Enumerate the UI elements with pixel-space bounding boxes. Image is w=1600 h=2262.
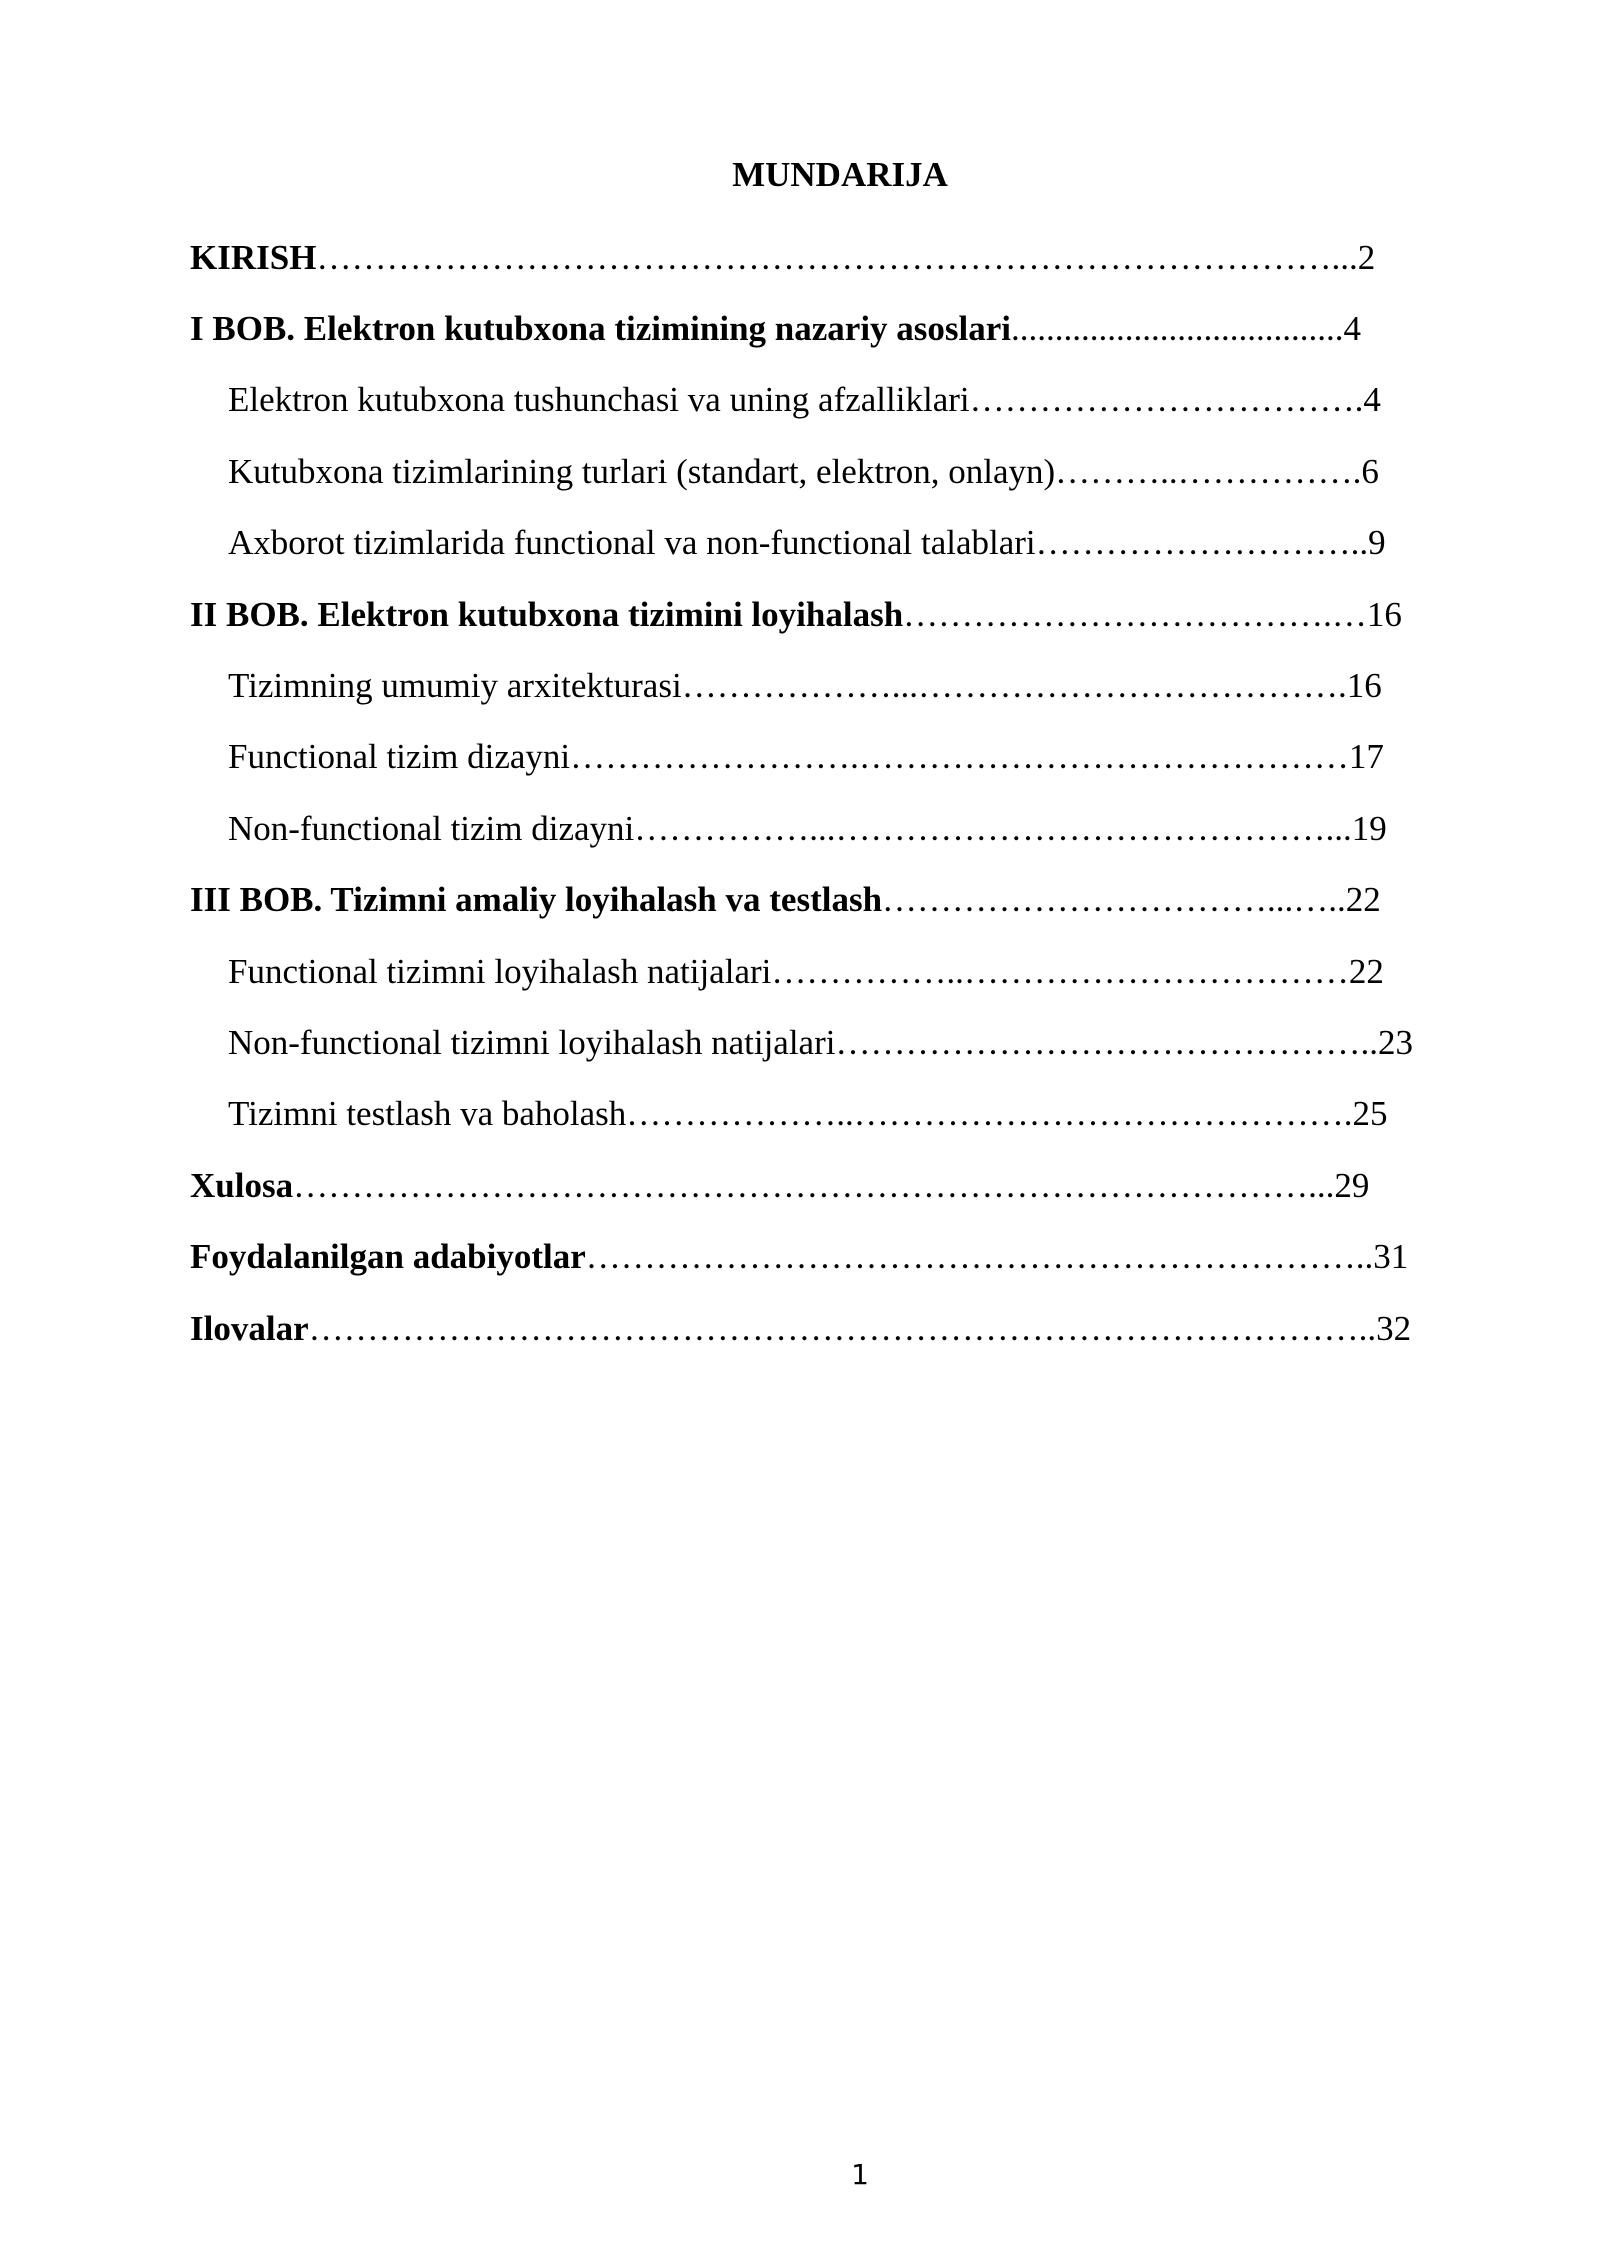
toc-entry[interactable] (190, 793, 1480, 864)
toc-entry[interactable] (190, 365, 1480, 436)
toc-entry-leader: ...................................... (1011, 309, 1344, 349)
toc-entry-leader: ……………………………….… (903, 594, 1367, 634)
toc-entry-page: 22 (1348, 951, 1384, 991)
toc-entry-label: Functional tizim dizayni (228, 737, 571, 777)
toc-entry-page: 4 (1363, 380, 1381, 420)
toc-entry-leader: ……………………….. (1035, 523, 1369, 563)
toc-entry[interactable] (190, 1079, 1480, 1150)
toc-entry[interactable] (190, 222, 1480, 293)
toc-title: MUNDARIJA (732, 155, 948, 194)
toc-entry[interactable] (190, 1007, 1480, 1078)
toc-entry-label: Ilovalar (190, 1308, 309, 1348)
toc-entry-page: 32 (1376, 1308, 1412, 1348)
toc-entry[interactable] (190, 293, 1480, 364)
toc-entry-page: 23 (1377, 1022, 1413, 1062)
toc-entry-label: Kutubxona tizimlarining turlari (standart, elektron, onlayn) (228, 451, 1056, 491)
toc-entry-page: 29 (1334, 1165, 1370, 1205)
toc-entry-leader: ………………………………………………………….. (585, 1237, 1374, 1277)
toc-entry-leader: ……………...……………………………………... (634, 808, 1352, 848)
toc-entry-page: 17 (1348, 737, 1384, 777)
toc-entry-label: III BOB. Tizimni amaliy loyihalash va testlash (190, 880, 883, 920)
toc-entry-leader: ……………………………. (969, 380, 1364, 420)
toc-entry-leader: ……………………………………………………………………………….. (308, 1308, 1377, 1348)
toc-entry-page: 25 (1352, 1094, 1388, 1134)
toc-entry[interactable] (190, 436, 1480, 507)
toc-entry-leader: ……………..…………………………… (771, 951, 1349, 991)
toc-entry[interactable] (190, 722, 1480, 793)
toc-entry[interactable] (190, 508, 1480, 579)
toc-entry-label: Non-functional tizimni loyihalash natijalari (228, 1022, 836, 1062)
toc-entry-leader: ……………………………………………………………………………... (316, 237, 1358, 277)
toc-entry-leader: ……………………………………….. (835, 1022, 1378, 1062)
toc-entry-label: Functional tizimni loyihalash natijalari (228, 951, 772, 991)
toc-entry-page: 2 (1357, 237, 1376, 277)
toc-entry-label: Foydalanilgan adabiyotlar (190, 1237, 586, 1277)
toc-entry[interactable] (190, 1150, 1480, 1221)
toc-entry[interactable] (190, 650, 1480, 721)
toc-entry[interactable] (190, 1221, 1480, 1292)
toc-entry[interactable] (190, 579, 1480, 650)
toc-entry-leader: ………………..……………………………………. (626, 1094, 1353, 1134)
toc-entry-label: Tizimni testlash va baholash (228, 1094, 627, 1134)
toc-entry-leader: ……………………………………………………………………………... (293, 1165, 1335, 1205)
page-number: 1 (851, 2158, 869, 2191)
toc-entry-label: Axborot tizimlarida functional va non-functional talablari (228, 523, 1036, 563)
toc-entry-page: 4 (1343, 309, 1362, 349)
toc-entry-label: I BOB. Elektron kutubxona tizimining nazariy asoslari (190, 309, 1012, 349)
toc-entry-page: 19 (1351, 808, 1387, 848)
toc-entry-leader: ……………………………...….. (882, 880, 1346, 920)
toc-entry-label: KIRISH (190, 237, 317, 277)
toc-entry-label: Xulosa (190, 1165, 294, 1205)
toc-entry[interactable] (190, 1293, 1480, 1364)
toc-entry[interactable] (190, 865, 1480, 936)
toc-entry-leader: …………………….…………………………………… (570, 737, 1349, 777)
toc-entry-page: 22 (1345, 880, 1381, 920)
toc-entry-label: II BOB. Elektron kutubxona tizimini loyihalash (190, 594, 904, 634)
toc-entry-leader: ………..……………. (1055, 451, 1362, 491)
toc-entry-leader: ………………...………………………………. (681, 666, 1347, 706)
toc-entry[interactable] (190, 936, 1480, 1007)
toc-entry-label: Tizimning umumiy arxitekturasi (228, 666, 682, 706)
toc-entry-page: 16 (1366, 594, 1402, 634)
toc-entry-page: 9 (1368, 523, 1386, 563)
toc-entry-label: Non-functional tizim dizayni (228, 808, 635, 848)
toc-entry-page: 31 (1373, 1237, 1409, 1277)
toc-entry-page: 16 (1346, 666, 1382, 706)
toc-entry-label: Elektron kutubxona tushunchasi va uning afzalliklari (228, 380, 970, 420)
toc-entry-page: 6 (1361, 451, 1379, 491)
table-of-contents (190, 222, 1480, 1364)
